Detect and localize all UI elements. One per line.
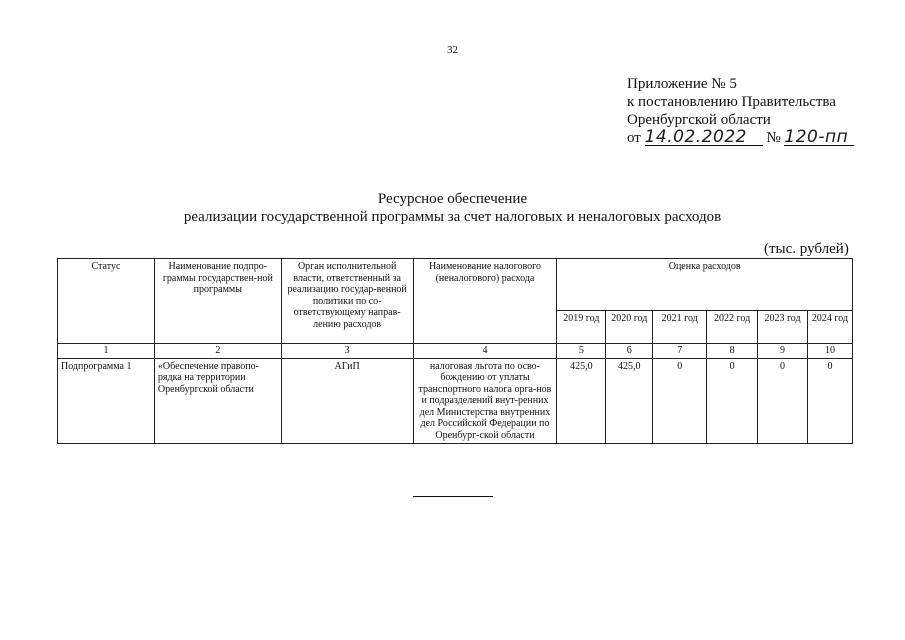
header-year-2022: 2022 год [707, 311, 758, 344]
row-value-2024: 0 [807, 358, 852, 444]
column-number: 2 [154, 344, 281, 359]
row-value-2021: 0 [653, 358, 707, 444]
column-number: 9 [758, 344, 808, 359]
number-label: № [766, 130, 781, 146]
handwritten-number: 120-пп [784, 129, 854, 146]
header-year-2021: 2021 год [653, 311, 707, 344]
row-authority: АГиП [281, 358, 413, 444]
from-label: от [627, 130, 641, 146]
header-year-2023: 2023 год [758, 311, 808, 344]
table-row [58, 358, 853, 444]
document-title [0, 190, 905, 226]
closing-divider [413, 496, 493, 497]
appendix-block [627, 75, 854, 147]
appendix-line-3: Оренбургской области [627, 112, 771, 128]
header-year-2019: 2019 год [557, 311, 606, 344]
header-year-2024: 2024 год [807, 311, 852, 344]
header-year-2020: 2020 год [606, 311, 653, 344]
column-number: 6 [606, 344, 653, 359]
column-number: 8 [707, 344, 758, 359]
resource-table [57, 258, 853, 444]
header-estimate: Оценка расходов [557, 259, 853, 311]
column-number: 10 [807, 344, 852, 359]
row-expense-name: налоговая льгота по осво-бождению от уплаты транспортного налога орга-нов и подразделений внут-ренних дел Министерства внутренних дел Российской Федерации по Оренбург-ской области [413, 358, 557, 444]
appendix-date-number-line [627, 129, 854, 147]
column-number: 4 [413, 344, 557, 359]
page-number: 32 [447, 44, 458, 56]
row-value-2022: 0 [707, 358, 758, 444]
handwritten-date: 14.02.2022 [645, 129, 763, 146]
title-line-1: Ресурсное обеспечение [377, 191, 528, 207]
title-line-2: реализации государственной программы за счет налоговых и неналоговых расходов [183, 209, 722, 225]
appendix-line-2: к постановлению Правительства [627, 94, 836, 110]
column-number: 3 [281, 344, 413, 359]
units-label: (тыс. рублей) [764, 241, 849, 257]
column-number: 1 [58, 344, 155, 359]
row-subprogram: «Обеспечение правопо-рядка на территории Оренбургской области [154, 358, 281, 444]
header-authority: Орган исполнительной власти, ответственный за реализацию государ-венной политики по со-ответствующему направ-лению расходов [281, 259, 413, 344]
row-value-2023: 0 [758, 358, 808, 444]
row-status: Подпрограмма 1 [58, 358, 155, 444]
appendix-line-1: Приложение № 5 [627, 76, 737, 92]
header-subprogram: Наименование подпро-граммы государствен-ной программы [154, 259, 281, 344]
header-row-1 [58, 259, 853, 311]
row-value-2019: 425,0 [557, 358, 606, 444]
column-number: 5 [557, 344, 606, 359]
column-number-row [58, 344, 853, 359]
row-value-2020: 425,0 [606, 358, 653, 444]
column-number: 7 [653, 344, 707, 359]
header-status: Статус [58, 259, 155, 344]
header-expense-name: Наименование налогового (неналогового) расхода [413, 259, 557, 344]
